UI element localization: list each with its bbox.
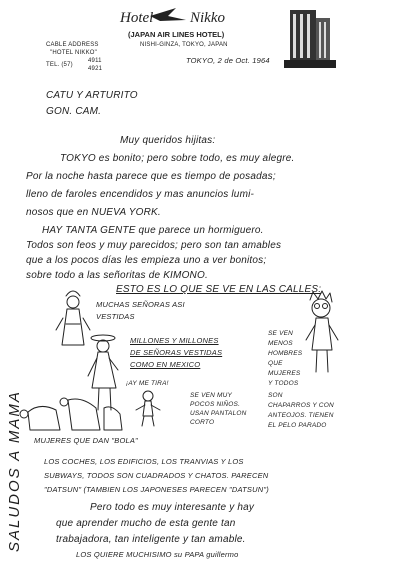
closing-line: SUBWAYS, TODOS SON CUADRADOS Y CHATOS. PARECEN [44, 471, 269, 480]
side-note-saludos: SALUDOS A MAMA [6, 390, 23, 552]
caption-kimono-2: VESTIDAS [96, 312, 135, 321]
body-line: nosos que en NUEVA YORK. [26, 207, 161, 218]
caption-men-1: SE VEN [268, 330, 294, 337]
letter-date: TOKYO, 2 de Oct. 1964 [186, 56, 270, 65]
caption-men-9: ANTEOJOS. TIENEN [268, 412, 334, 419]
caption-men-3: HOMBRES [268, 350, 303, 357]
telephone-number-1: 4911 [88, 58, 102, 64]
bird-logo [150, 8, 186, 21]
greeting: Muy queridos hijitas: [120, 135, 216, 146]
closing-line: "DATSUN" (TAMBIEN LOS JAPONESES PARECEN "DATSUN") [44, 485, 269, 494]
caption-kimono-1: MUCHAS SEÑORAS ASI [96, 300, 185, 309]
closing-line: trabajadora, tan inteligente y tan amable. [56, 534, 246, 545]
hotel-address: NISHI-GINZA, TOKYO, JAPAN [140, 42, 228, 48]
caption-men-5: MUJERES [268, 370, 301, 377]
body-line: Todos son feos y muy parecidos; pero son tan amables [26, 240, 282, 251]
caption-millones-1: MILLONES Y MILLONES [130, 336, 219, 345]
caption-kids-1: SE VEN MUY [190, 392, 233, 399]
body-line: lleno de faroles encendidos y mas anuncios lumi- [26, 189, 255, 200]
hotel-name-left: Hotel [120, 10, 154, 26]
body-line: TOKYO es bonito; pero sobre todo, es muy alegre. [60, 153, 295, 164]
caption-men-4: QUE [268, 360, 283, 367]
closing-line: Pero todo es muy interesante y hay [90, 502, 255, 513]
recipient-line-1: CATU Y ARTURITO [46, 90, 138, 101]
man-with-glasses-sketch [306, 291, 338, 372]
caption-kids-2: POCOS NIÑOS. [190, 401, 241, 408]
cable-address-value: "HOTEL NIKKO" [50, 50, 97, 56]
body-line: HAY TANTA GENTE que parece un hormiguero. [42, 225, 264, 236]
bowing-women-sketch [20, 398, 122, 430]
closing-line: que aprender mucho de esta gente tan [56, 518, 236, 529]
streets-heading: ESTO ES LO QUE SE VE EN LAS CALLES: [116, 284, 322, 295]
caption-men-2: MENOS [268, 340, 293, 347]
hotel-subtitle: (JAPAN AIR LINES HOTEL) [128, 30, 225, 39]
caption-men-10: EL PELO PARADO [268, 422, 327, 429]
hotel-building-image [284, 10, 336, 68]
caption-kids-3: USAN PANTALON [190, 410, 247, 417]
telephone-number-2: 4921 [88, 66, 103, 72]
caption-mujeres-bola: MUJERES QUE DAN "BOLA" [34, 436, 138, 445]
closing-signature: LOS QUIERE MUCHISIMO su PAPA guillermo [76, 550, 239, 559]
caption-men-8: CHAPARROS Y CON [268, 402, 334, 409]
kimono-woman-sketch [56, 291, 90, 345]
telephone-label: TEL. (57) [46, 62, 73, 68]
caption-millones-2: DE SEÑORAS VESTIDAS [130, 348, 223, 357]
caption-men-6: Y TODOS [268, 380, 299, 387]
western-woman-sketch [88, 335, 118, 410]
recipient-line-2: GON. CAM. [46, 106, 102, 117]
caption-men-7: SON [268, 392, 283, 399]
boy-sketch [136, 391, 160, 426]
cable-address-label: CABLE ADDRESS [46, 42, 99, 48]
hotel-name-right: Nikko [190, 10, 225, 26]
body-line: sobre todo a las señoritas de KIMONO. [26, 270, 208, 281]
closing-line: LOS COCHES, LOS EDIFICIOS, LOS TRANVIAS Y LOS [44, 457, 244, 466]
caption-millones-3: COMO EN MEXICO [130, 360, 201, 369]
body-line: que a los pocos días les empieza uno a ver bonitos; [26, 255, 267, 266]
caption-kids-4: CORTO [190, 419, 215, 426]
body-line: Por la noche hasta parece que es tiempo de posadas; [26, 171, 276, 182]
caption-ay-me-tira: ¡AY ME TIRA! [126, 380, 169, 387]
